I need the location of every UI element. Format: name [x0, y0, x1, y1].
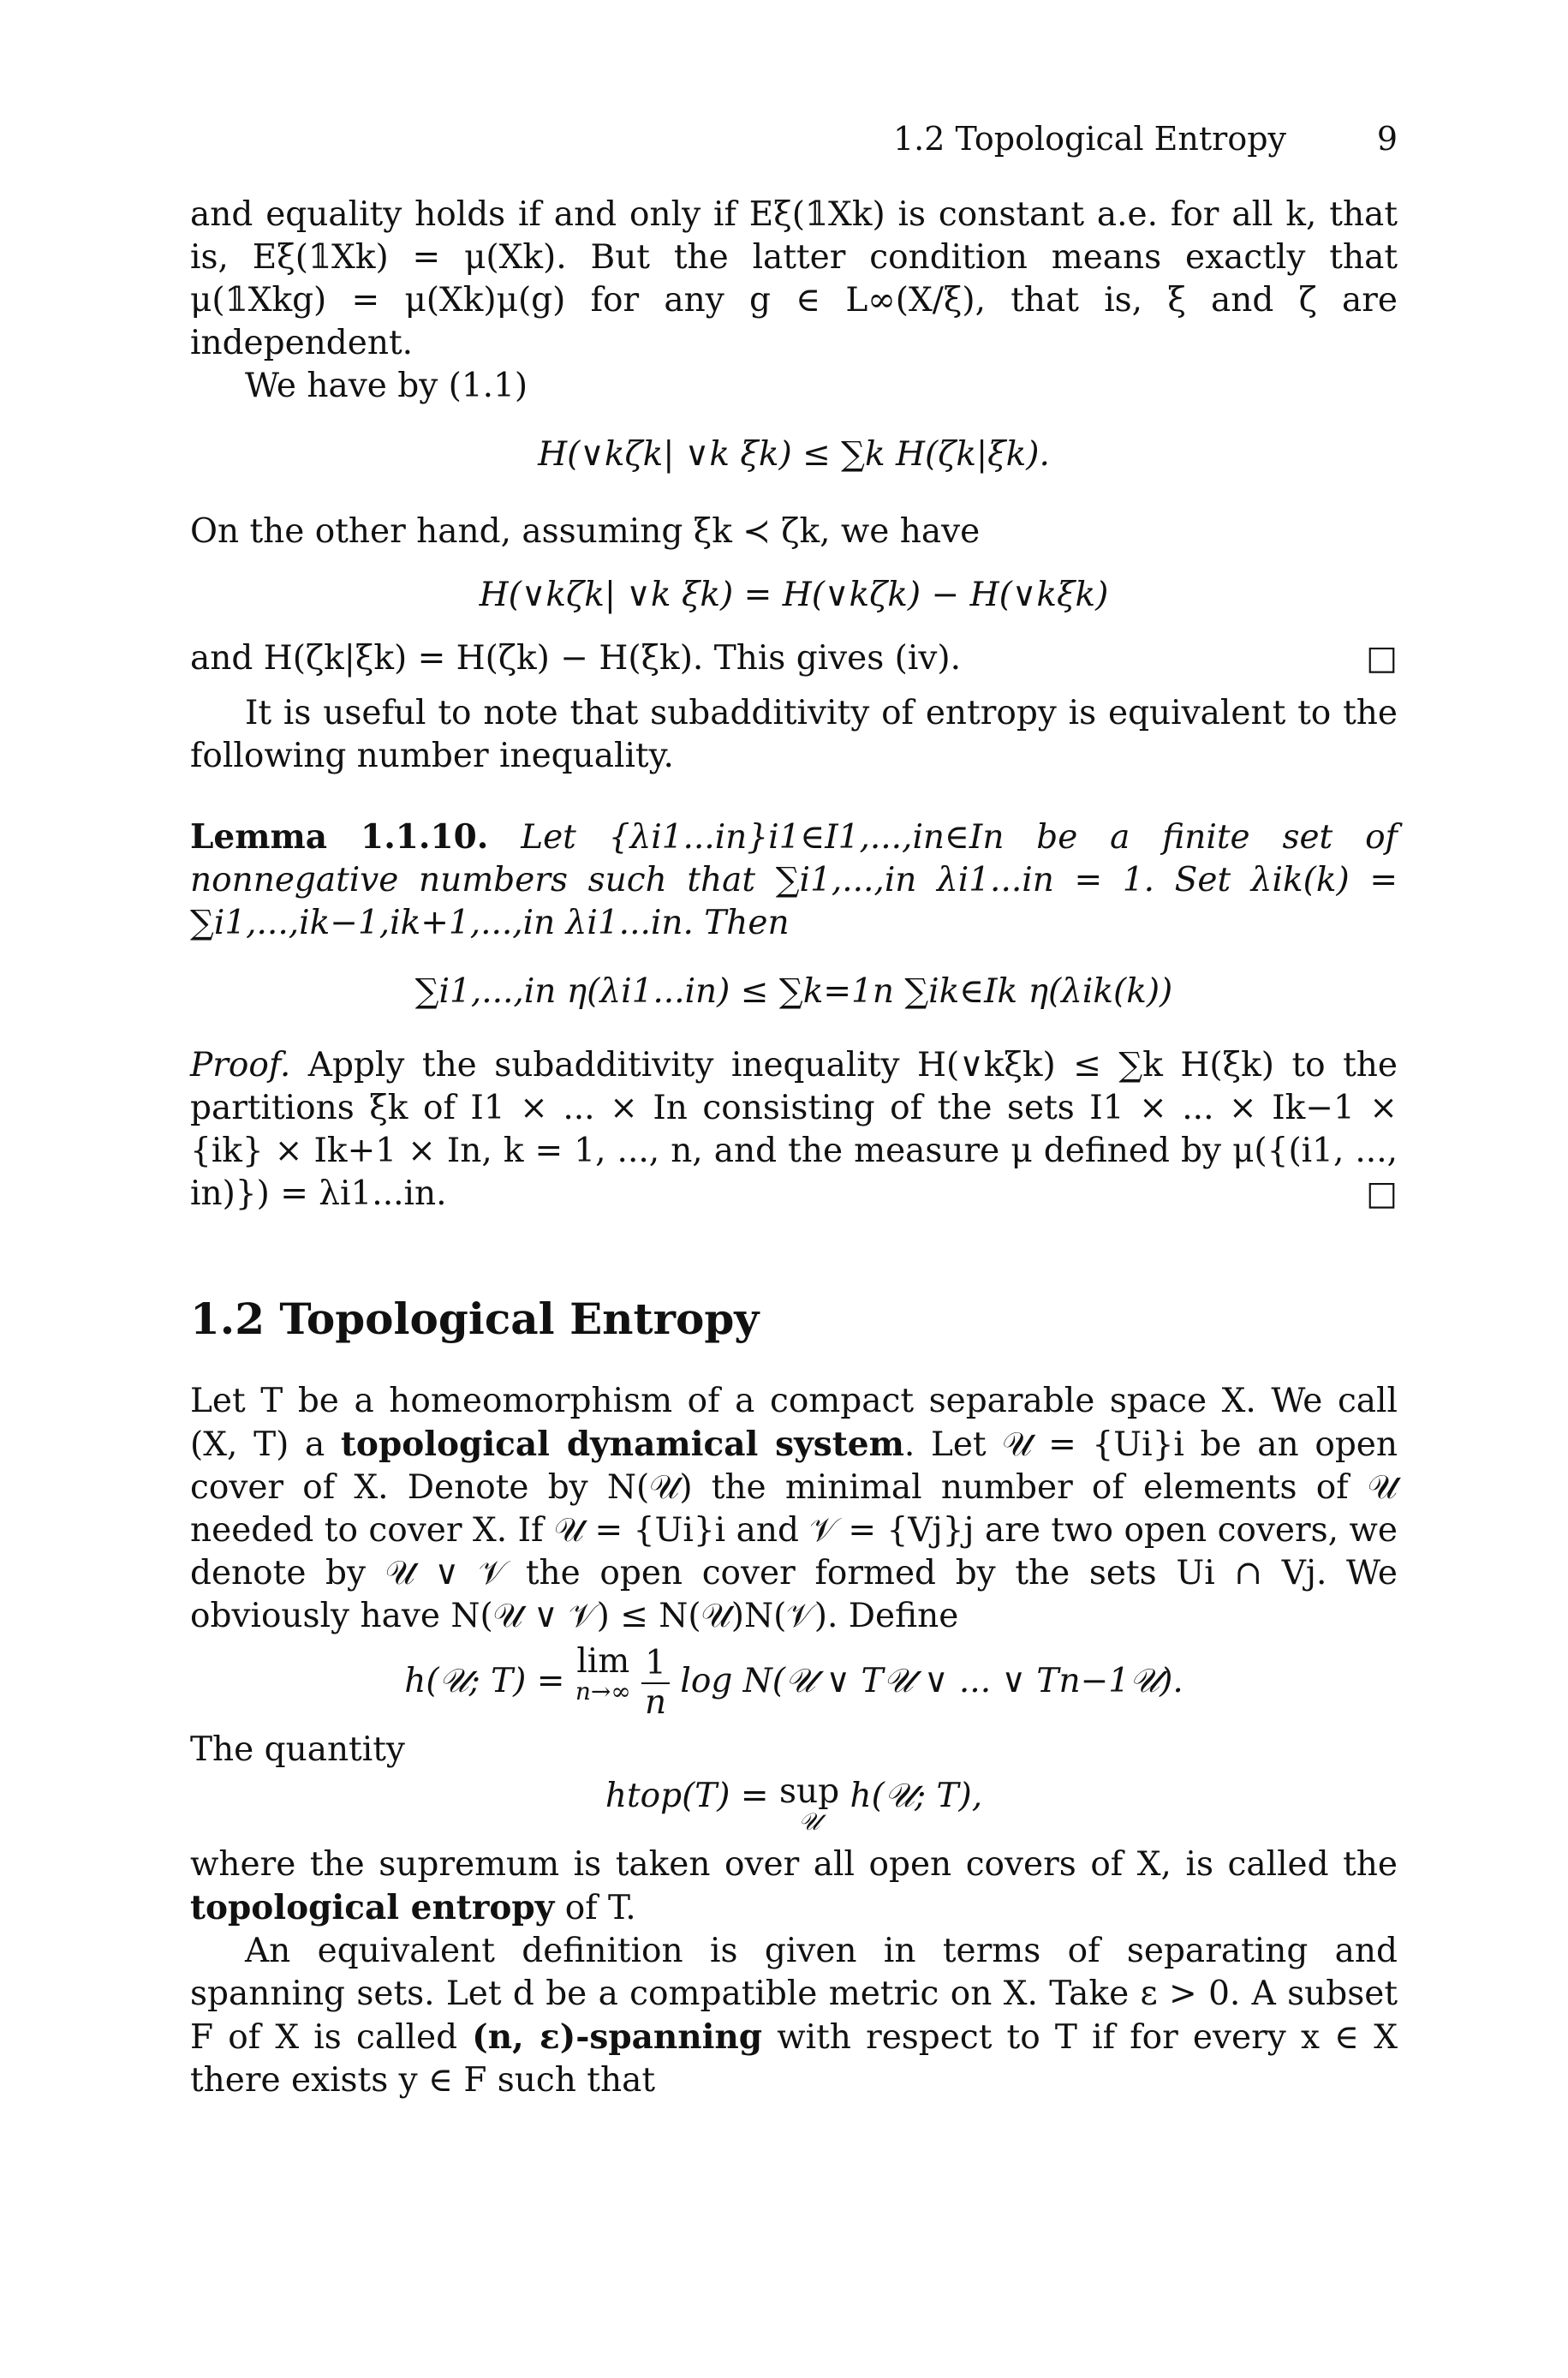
main-text — [190, 194, 1398, 2102]
eq4-lhs: h(𝒰; T) = — [404, 1662, 565, 1700]
equation-h-u-t — [190, 1642, 1398, 1722]
paragraph-te-text-a: where the supremum is taken over all open covers of X, is called the — [190, 1845, 1398, 1884]
equation-lemma-inequality: ∑i1,...,in η(λi1...in) ≤ ∑k=1n ∑ik∈Ik η(λik(k)) — [414, 972, 1173, 1011]
limit-label: lim — [576, 1642, 630, 1681]
proof-label: Proof. — [190, 1046, 291, 1084]
sup-label: sup — [779, 1772, 840, 1811]
paragraph-te-text-b: of T. — [564, 1889, 636, 1927]
paragraph-spanning-text-a: An equivalent definition is given in terms of separating and spanning sets. Let d be a compatible metric on X. Take ε > 0. A subset F of X is called — [190, 1932, 1398, 2057]
paragraph-useful-note: It is useful to note that subadditivity of entropy is equivalent to the following number inequality. — [190, 694, 1398, 775]
proof-paragraph — [190, 1044, 1398, 1216]
paragraph-independence: and equality holds if and only if Eξ(𝟙Xk) is constant a.e. for all k, that is, Eξ(𝟙Xk) = μ(Xk). But the latter condition means exactly that μ(𝟙Xkg) = μ(Xk)μ(g) for any g ∈ L∞(X/ξ), that is, ξ and ζ are independent. — [190, 195, 1398, 362]
paragraph-tds-text-a: Let T be a homeomorphism of a compact separable space X. We call (X, T) a — [190, 1382, 1398, 1464]
paragraph-quantity: The quantity — [190, 1730, 405, 1769]
sup-subscript: 𝒰 — [798, 1807, 820, 1836]
term-topological-dynamical-system: topological dynamical system — [340, 1425, 904, 1464]
fraction-numerator: 1 — [641, 1645, 670, 1684]
paragraph-this-gives — [190, 637, 1398, 680]
eq5-rhs: h(𝒰; T), — [850, 1777, 983, 1815]
limit-subscript: n→∞ — [575, 1677, 631, 1706]
equation-htop — [190, 1772, 1398, 1836]
paragraph-topological-entropy — [190, 1843, 1398, 1930]
term-n-epsilon-spanning: (n, ε)-spanning — [472, 2017, 763, 2057]
page-number: 9 — [1376, 120, 1398, 158]
paragraph-this-gives-text: and H(ζk|ξk) = H(ζk) − H(ξk). This gives (iv). — [190, 639, 962, 678]
eq5-lhs: htop(T) = — [605, 1777, 769, 1815]
paragraph-definition-tds — [190, 1380, 1398, 1638]
paragraph-we-have: We have by (1.1) — [245, 367, 528, 405]
paragraph-tds-text-b: . Let 𝒰 = {Ui}i be an open cover of X. Denote by N(𝒰) the minimal number of elements of 𝒰 needed to cover X. If 𝒰 = {Ui}i and 𝒱 = {Vj}j are two open covers, we denote by 𝒰 ∨ 𝒱 the open cover formed by the sets Ui ∩ Vj. We obviously have N(𝒰 ∨ 𝒱) ≤ N(𝒰)N(𝒱). Define — [190, 1425, 1398, 1635]
limit-operator — [575, 1642, 631, 1706]
fraction-denominator: n — [644, 1683, 667, 1722]
running-header — [190, 120, 1398, 163]
equation-conditional-entropy: H(∨kζk| ∨k ξk) = H(∨kζk) − H(∨kξk) — [479, 576, 1109, 614]
qed-symbol-proof: □ — [1366, 1174, 1398, 1213]
fraction-one-over-n — [641, 1645, 670, 1722]
equation-subadditivity: H(∨kζk| ∨k ξk) ≤ ∑k H(ζk|ξk). — [538, 435, 1050, 474]
lemma-label: Lemma 1.1.10. — [190, 817, 489, 857]
eq4-rhs: log N(𝒰 ∨ T𝒰 ∨ ... ∨ Tn−1𝒰). — [680, 1662, 1183, 1700]
proof-text: Apply the subadditivity inequality H(∨kξk) ≤ ∑k H(ξk) to the partitions ξk of I1 × ... × In consisting of the sets I1 × ... × Ik−1 × {ik} × Ik+1 × In, k = 1, ..., n, and the measure μ defined by μ({(i1, ..., in)}) = λi1...in. — [190, 1046, 1398, 1213]
qed-symbol: □ — [1366, 639, 1398, 678]
sup-operator — [779, 1772, 840, 1836]
section-title: 1.2 Topological Entropy — [190, 1294, 760, 1344]
lemma-statement: Let {λi1...in}i1∈I1,...,in∈In be a finite set of nonnegative numbers such that ∑i1,...,in λi1...in = 1. Set λik(k) = ∑i1,...,ik−1,ik+1,...,in λi1...in. Then — [190, 818, 1398, 942]
paragraph-spanning-text-b: with respect to T if for every x ∈ X there exists y ∈ F such that — [190, 2018, 1398, 2100]
paragraph-other-hand: On the other hand, assuming ξk ≺ ζk, we have — [190, 512, 981, 551]
lemma-1-1-10 — [190, 816, 1398, 945]
running-title: 1.2 Topological Entropy — [893, 120, 1286, 158]
term-topological-entropy: topological entropy — [190, 1888, 555, 1927]
paragraph-spanning-sets — [190, 1930, 1398, 2102]
